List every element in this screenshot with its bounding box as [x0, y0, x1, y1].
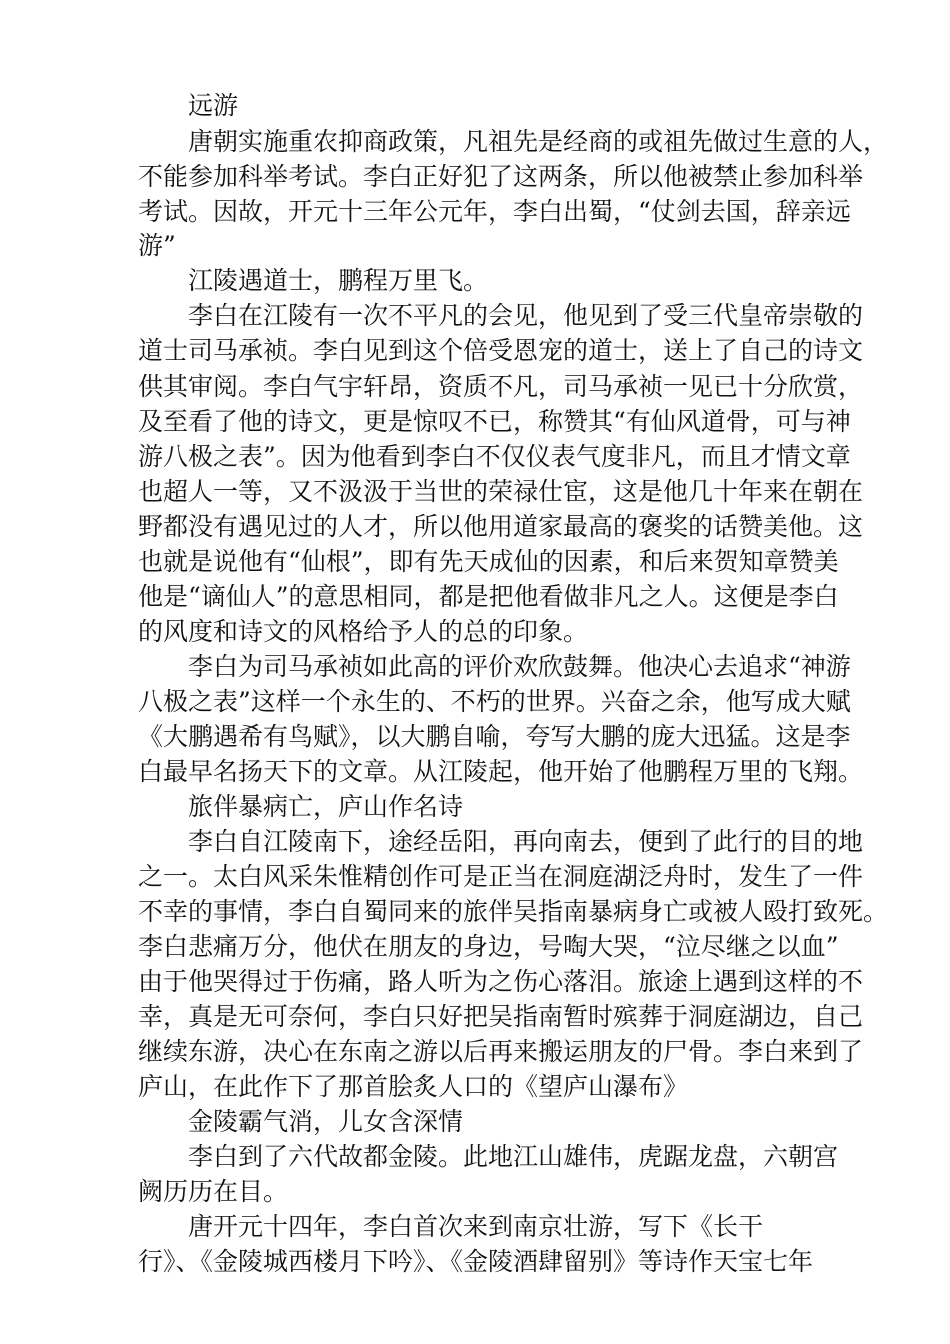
paragraph-line: 行》、《金陵城西楼月下吟》、《金陵酒肆留别》等诗作天宝七年 — [138, 1247, 814, 1276]
paragraph-line: 不能参加科举考试。李白正好犯了这两条，所以他被禁止参加科举 — [138, 162, 864, 191]
section-heading-travel: 远游 — [188, 91, 239, 120]
paragraph-line: 阙历历在目。 — [138, 1177, 289, 1206]
paragraph-line: 唐开元十四年，李白首次来到南京壮游，写下《长干 — [188, 1212, 764, 1241]
paragraph-line: 之一。太白风采朱惟精创作可是正当在洞庭湖泛舟时，发生了一件 — [138, 862, 864, 891]
paragraph-line: 白最早名扬天下的文章。从江陵起，他开始了他鹏程万里的飞翔。 — [138, 757, 864, 786]
paragraph-line: 李白为司马承祯如此高的评价欢欣鼓舞。他决心去追求“神游 — [188, 652, 851, 681]
paragraph-line: 由于他哭得过于伤痛，路人听为之伤心落泪。旅途上遇到这样的不 — [138, 967, 864, 996]
paragraph-line: 《大鹏遇希有鸟赋》，以大鹏自喻，夸写大鹏的庞大迅猛。这是李 — [138, 722, 851, 751]
section-heading-jinling: 金陵霸气消，儿女含深情 — [188, 1107, 464, 1136]
paragraph-line: 八极之表”这样一个永生的、不朽的世界。兴奋之余，他写成大赋 — [138, 687, 851, 716]
paragraph-line: 道士司马承祯。李白见到这个倍受恩宠的道士，送上了自己的诗文 — [138, 336, 864, 365]
paragraph-line: 考试。因故，开元十三年公元年，李白出蜀，“仗剑去国，辞亲远 — [138, 197, 851, 226]
paragraph-line: 游八极之表”。因为他看到李白不仅仪表气度非凡，而且才情文章 — [138, 442, 851, 471]
paragraph-line: 李白到了六代故都金陵。此地江山雄伟，虎踞龙盘，六朝宫 — [188, 1142, 839, 1171]
paragraph-line: 继续东游，决心在东南之游以后再来搬运朋友的尸骨。李白来到了 — [138, 1037, 864, 1066]
paragraph-line: 李白在江陵有一次不平凡的会见，他见到了受三代皇帝崇敬的 — [188, 301, 864, 330]
paragraph-line: 唐朝实施重农抑商政策，凡祖先是经商的或祖先做过生意的人， — [188, 127, 889, 156]
section-heading-jiangling: 江陵遇道士，鹏程万里飞。 — [188, 266, 489, 295]
section-heading-lushan: 旅伴暴病亡，庐山作名诗 — [188, 792, 464, 821]
paragraph-line: 及至看了他的诗文，更是惊叹不已，称赞其“有仙风道骨，可与神 — [138, 407, 851, 436]
paragraph-line: 庐山，在此作下了那首脍炙人口的《望庐山瀑布》 — [138, 1072, 689, 1101]
paragraph-line: 也就是说他有“仙根”，即有先天成仙的因素，和后来贺知章赞美 — [138, 547, 839, 576]
paragraph-line: 李白自江陵南下，途经岳阳，再向南去，便到了此行的目的地 — [188, 827, 864, 856]
paragraph-line: 不幸的事情，李白自蜀同来的旅伴吴指南暴病身亡或被人殴打致死。 — [138, 897, 889, 926]
paragraph-line: 李白悲痛万分，他伏在朋友的身边，号啕大哭，“泣尽继之以血” — [138, 932, 839, 961]
paragraph-line: 供其审阅。李白气宇轩昂，资质不凡，司马承祯一见已十分欣赏， — [138, 372, 864, 401]
paragraph-line: 的风度和诗文的风格给予人的总的印象。 — [138, 617, 589, 646]
paragraph-line: 他是“谪仙人”的意思相同，都是把他看做非凡之人。这便是李白 — [138, 582, 839, 611]
paragraph-line: 游” — [138, 231, 176, 260]
paragraph-line: 也超人一等，又不汲汲于当世的荣禄仕宦，这是他几十年来在朝在 — [138, 477, 864, 506]
paragraph-line: 幸，真是无可奈何，李白只好把吴指南暂时殡葬于洞庭湖边，自己 — [138, 1002, 864, 1031]
paragraph-line: 野都没有遇见过的人才，所以他用道家最高的褒奖的话赞美他。这 — [138, 512, 864, 541]
